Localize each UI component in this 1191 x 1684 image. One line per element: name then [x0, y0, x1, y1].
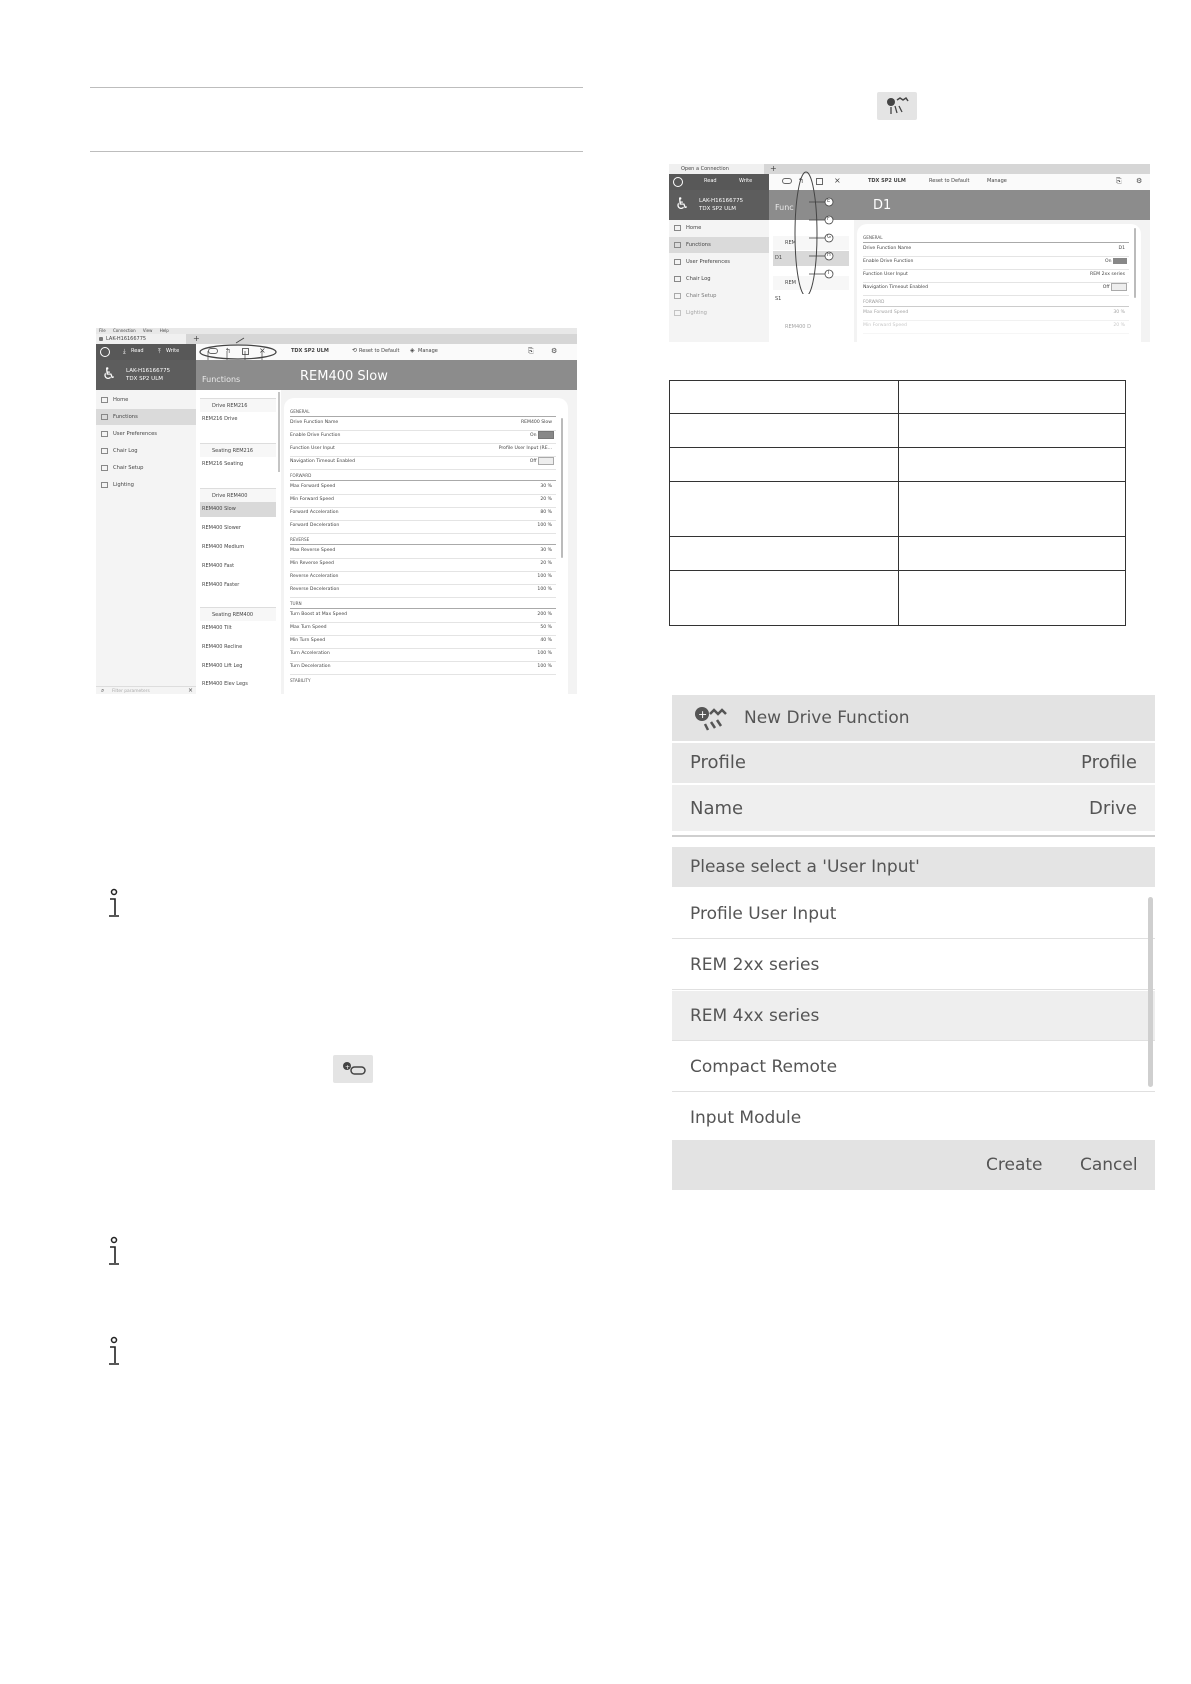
sidebar-label: Lighting [113, 482, 134, 488]
chair-id: LAK-H16166775 [699, 198, 744, 204]
read-button[interactable]: Read [131, 348, 144, 354]
table-cell [899, 571, 1126, 626]
user-icon [674, 259, 681, 265]
section-header-stability: STABILITY [290, 678, 311, 683]
param-row[interactable] [290, 584, 556, 598]
add-tab-icon[interactable]: + [770, 164, 777, 173]
param-row[interactable] [290, 430, 556, 444]
param-row[interactable] [290, 456, 556, 470]
toggle-label: On [530, 433, 537, 438]
param-row[interactable] [863, 320, 1129, 334]
param-row[interactable] [290, 661, 556, 675]
param-value: 50 % [540, 625, 552, 630]
item-label: S1 [775, 296, 782, 302]
chair-header [96, 360, 196, 390]
param-value[interactable]: REM 2xx series [1090, 272, 1125, 277]
param-row[interactable] [290, 558, 556, 572]
functions-icon [674, 242, 681, 248]
group-label: REM400 D [785, 324, 811, 330]
toggle-off[interactable] [1103, 282, 1127, 295]
section-label: Functions [202, 375, 241, 384]
callout-dropdown [779, 164, 849, 294]
menu-file[interactable]: File [99, 328, 106, 333]
sidebar-label: Functions [113, 414, 138, 420]
table-cell [670, 414, 899, 448]
reset-icon: ⟲ [352, 347, 358, 354]
param-row[interactable] [290, 481, 556, 495]
profile-label: Profile [690, 752, 746, 773]
param-label: Enable Drive Function [290, 433, 341, 438]
name-row[interactable] [672, 785, 1155, 831]
table-row [670, 482, 1126, 537]
chair-model: TDX SP2 ULM [126, 376, 164, 382]
param-label: Max Forward Speed [290, 484, 336, 489]
option-compact-remote[interactable]: Compact Remote [672, 1042, 1155, 1092]
param-row[interactable] [863, 282, 1129, 296]
param-value: 30 % [1113, 310, 1125, 315]
param-row[interactable] [863, 269, 1129, 283]
lighting-icon [101, 482, 108, 488]
toolbar [96, 344, 577, 361]
item-label: REM216 Seating [202, 461, 244, 467]
new-seating-function-button-icon [877, 92, 917, 120]
param-value[interactable]: Profile User Input (RE... [498, 446, 552, 451]
param-row[interactable] [290, 443, 556, 457]
sidebar-item-chair-setup[interactable] [669, 288, 769, 304]
create-button[interactable]: Create [986, 1155, 1043, 1175]
export-icon[interactable]: ⎘ [1116, 177, 1122, 185]
param-value: 40 % [540, 638, 552, 643]
item-label: REM400 Elev Legs [202, 681, 248, 687]
group-label: Drive REM400 [212, 493, 248, 499]
sidebar-item-user-preferences[interactable] [669, 254, 769, 270]
param-value: 100 % [537, 574, 552, 579]
section-header-turn: TURN [290, 600, 556, 609]
toggle-on[interactable] [1105, 256, 1127, 269]
param-row[interactable] [290, 635, 556, 649]
settings-icon[interactable]: ⚙ [1136, 177, 1143, 185]
table-cell [899, 414, 1126, 448]
group-label: REM [785, 240, 796, 246]
item-label: REM400 Lift Leg [202, 663, 243, 669]
search-bar[interactable] [96, 686, 196, 694]
option-profile-user-input[interactable]: Profile User Input [672, 889, 1155, 939]
panel-scrollbar[interactable] [1134, 228, 1136, 298]
setup-icon [101, 465, 108, 471]
wheelchair-icon: ♿ [675, 194, 690, 213]
write-icon: ⤒ [158, 348, 161, 355]
new-drive-function-button-icon [333, 1055, 373, 1083]
panel-scrollbar[interactable] [561, 418, 563, 558]
group-label: Seating REM216 [212, 448, 254, 454]
param-row[interactable] [290, 622, 556, 636]
delete-icon[interactable]: × [834, 176, 841, 185]
param-label: Enable Drive Function [863, 259, 914, 264]
section-header-forward: FORWARD [863, 298, 1129, 307]
sidebar-item-home[interactable] [96, 392, 196, 408]
param-value: 100 % [537, 523, 552, 528]
sidebar-item-home[interactable] [669, 220, 769, 236]
divider [672, 835, 1155, 837]
param-value: 100 % [537, 651, 552, 656]
search-input[interactable]: Filter parameters [112, 689, 150, 694]
table-cell [899, 482, 1126, 537]
write-button[interactable]: Write [739, 178, 753, 184]
section-header-reverse: REVERSE [290, 536, 556, 545]
param-row[interactable] [290, 520, 556, 534]
write-button[interactable]: Write [166, 348, 180, 354]
section-label: Func [775, 203, 794, 212]
setup-icon [674, 293, 681, 299]
read-icon: ⤓ [123, 348, 126, 355]
chair-header [669, 190, 769, 220]
item-label: REM400 Tilt [202, 625, 232, 631]
param-row[interactable] [290, 494, 556, 508]
parameter-panel [284, 398, 568, 694]
cancel-button[interactable]: Cancel [1080, 1155, 1138, 1175]
plug-icon [99, 337, 103, 341]
param-label: Min Forward Speed [863, 323, 907, 328]
svg-text:+: + [345, 1064, 351, 1071]
new-function-screenshot [669, 164, 1150, 342]
list-item[interactable] [200, 540, 276, 555]
param-row[interactable] [863, 307, 1129, 321]
sidebar-item-lighting[interactable] [96, 477, 196, 493]
sidebar-item-functions[interactable] [669, 237, 769, 253]
toggle-switch[interactable] [538, 457, 554, 465]
drive-function-icon [692, 704, 730, 732]
toggle-label: Off [529, 459, 537, 464]
svg-text:+: + [698, 708, 708, 721]
info-icon [104, 888, 124, 920]
table-cell [670, 381, 899, 414]
manage-button[interactable]: Manage [987, 178, 1007, 184]
options-scrollbar[interactable] [1148, 897, 1153, 1087]
name-label: Name [690, 798, 744, 819]
sidebar-item-chair-log[interactable] [669, 271, 769, 287]
param-label: Forward Deceleration [290, 523, 340, 528]
toggle-on[interactable] [530, 430, 554, 443]
param-row[interactable] [863, 243, 1129, 257]
param-row[interactable] [863, 256, 1129, 270]
list-item[interactable] [200, 621, 276, 636]
title-header [196, 360, 577, 390]
table-cell [899, 448, 1126, 482]
group-label: Drive REM216 [212, 403, 248, 409]
table-cell [899, 381, 1126, 414]
clear-search-icon[interactable]: × [188, 687, 194, 694]
param-value: 30 % [540, 548, 552, 553]
table-row [670, 414, 1126, 448]
chair-model: TDX SP2 ULM [699, 206, 737, 212]
sidebar [669, 220, 769, 342]
seating-function-icon [877, 92, 917, 120]
sidebar-label: Home [686, 225, 702, 231]
param-label: Drive Function Name [863, 246, 912, 251]
group-header[interactable] [200, 443, 276, 457]
sidebar-item-functions[interactable] [96, 409, 196, 425]
device-name: TDX SP2 ULM [868, 178, 906, 184]
toggle-switch[interactable] [1113, 258, 1127, 264]
function-list [196, 390, 281, 694]
param-value: 30 % [540, 484, 552, 489]
list-scrollbar[interactable] [278, 392, 280, 472]
group-header[interactable] [200, 488, 276, 502]
search-icon: ⌕ [101, 687, 105, 694]
section-header-general: GENERAL [290, 408, 556, 417]
menu-view[interactable]: View [142, 328, 153, 333]
menu-connection[interactable]: Connection [112, 328, 136, 333]
toggle-label: Off [1102, 285, 1110, 290]
param-label: Min Turn Speed [290, 638, 326, 643]
table-row [670, 571, 1126, 626]
dialog-footer [672, 1140, 1155, 1190]
new-drive-function-dialog [672, 695, 1155, 1190]
param-label: Function User Input [863, 272, 908, 277]
profile-row[interactable] [672, 743, 1155, 783]
sidebar-label: User Preferences [113, 431, 157, 437]
second-rule [90, 151, 583, 152]
log-icon [101, 448, 108, 454]
open-connection-tab[interactable] [669, 164, 764, 174]
param-row[interactable] [290, 648, 556, 662]
toggle-off[interactable] [530, 456, 554, 469]
sidebar-item-lighting[interactable] [669, 305, 769, 321]
param-label: Max Reverse Speed [290, 548, 336, 553]
group-header[interactable] [200, 607, 276, 621]
param-row[interactable] [290, 507, 556, 521]
param-label: Navigation Timeout Enabled [863, 285, 929, 290]
param-value: D1 [1118, 246, 1125, 251]
toggle-switch[interactable] [1111, 283, 1127, 291]
param-row[interactable] [290, 571, 556, 585]
group-label: REM [785, 280, 796, 286]
table-cell [670, 482, 899, 537]
sidebar-label: Functions [686, 242, 711, 248]
info-icon [104, 1336, 124, 1368]
param-value: 20 % [540, 561, 552, 566]
param-label: Drive Function Name [290, 420, 339, 425]
list-item[interactable] [200, 457, 276, 472]
dialog-header [672, 695, 1155, 741]
list-item[interactable] [200, 659, 276, 674]
sidebar [96, 390, 196, 694]
param-value: 100 % [537, 587, 552, 592]
section-header-general: GENERAL [863, 234, 1129, 243]
list-item[interactable] [200, 578, 276, 593]
sidebar-label: Home [113, 397, 129, 403]
param-value: 80 % [540, 510, 552, 515]
page-title: D1 [873, 198, 892, 213]
param-label: Function User Input [290, 446, 335, 451]
param-label: Min Forward Speed [290, 497, 334, 502]
parameter-panel [857, 224, 1141, 342]
wheelchair-icon: ♿ [102, 364, 117, 383]
reset-to-default-button[interactable]: Reset to Default [929, 178, 970, 184]
read-button[interactable]: Read [704, 178, 717, 184]
callout-i: I [828, 270, 830, 276]
device-name: TDX SP2 ULM [291, 348, 329, 354]
param-label: Turn Acceleration [290, 651, 330, 656]
toolbar [669, 174, 1150, 191]
dialog-title: New Drive Function [744, 708, 910, 728]
item-label: REM400 Recline [202, 644, 243, 650]
profile-value[interactable]: Profile [1081, 752, 1137, 773]
callout-f: F [827, 216, 830, 222]
list-item[interactable] [200, 677, 276, 692]
list-item[interactable] [200, 640, 276, 655]
logo-icon [100, 347, 110, 357]
sidebar-item-chair-log[interactable] [96, 443, 196, 459]
functions-screenshot [96, 328, 577, 694]
item-label: REM400 Faster [202, 582, 240, 588]
sidebar-label: Chair Setup [113, 465, 144, 471]
add-tab-icon[interactable]: + [193, 334, 200, 343]
new-seating-function-icon[interactable]: ↰ [798, 177, 804, 185]
param-label: Reverse Acceleration [290, 574, 339, 579]
tab-label: LAK-H16166775 [106, 336, 147, 342]
log-icon [674, 276, 681, 282]
param-label: Max Forward Speed [863, 310, 909, 315]
table-row [670, 537, 1126, 571]
top-rule [90, 87, 583, 88]
option-input-module[interactable]: Input Module [672, 1093, 1155, 1143]
param-value: 20 % [1113, 323, 1125, 328]
logo-icon [673, 177, 683, 187]
list-item[interactable] [773, 292, 849, 307]
section-header-forward: FORWARD [290, 472, 556, 481]
toggle-switch[interactable] [538, 431, 554, 439]
delete-icon[interactable]: × [259, 346, 266, 355]
item-label: REM400 Medium [202, 544, 245, 550]
param-label: Turn Deceleration [290, 664, 331, 669]
item-label: REM216 Drive [202, 416, 238, 422]
functions-icon [101, 414, 108, 420]
list-item-selected[interactable] [200, 502, 276, 517]
manage-button[interactable]: Manage [418, 348, 438, 354]
page-title: REM400 Slow [300, 369, 388, 384]
sidebar-item-chair-setup[interactable] [96, 460, 196, 476]
sidebar-label: User Preferences [686, 259, 730, 265]
param-row[interactable] [290, 417, 556, 431]
read-write-bar [96, 344, 196, 360]
param-row[interactable] [290, 609, 556, 623]
table-cell [670, 571, 899, 626]
item-label: REM400 Slow [202, 506, 236, 512]
item-label: REM400 Fast [202, 563, 235, 569]
param-value: 100 % [537, 664, 552, 669]
table-cell [670, 448, 899, 482]
list-item[interactable] [200, 521, 276, 536]
callout-h: H [827, 252, 831, 258]
settings-icon[interactable]: ⚙ [551, 347, 558, 355]
table-row [670, 381, 1126, 414]
tab-bar [669, 164, 1150, 174]
param-value: REM400 Slow [520, 420, 552, 425]
item-label: D1 [775, 255, 783, 261]
sidebar-label: Chair Log [686, 276, 711, 282]
sidebar-item-user-preferences[interactable] [96, 426, 196, 442]
toggle-label: On [1105, 259, 1112, 264]
param-value: 20 % [540, 497, 552, 502]
user-icon [101, 431, 108, 437]
param-label: Min Reverse Speed [290, 561, 334, 566]
list-item[interactable] [200, 412, 276, 427]
home-icon [101, 397, 108, 403]
sidebar-label: Lighting [686, 310, 707, 316]
param-label: Forward Acceleration [290, 510, 339, 515]
param-label: Navigation Timeout Enabled [290, 459, 356, 464]
home-icon [674, 225, 681, 231]
empty-table [669, 380, 1126, 626]
info-icon [104, 1236, 124, 1268]
list-item[interactable] [200, 559, 276, 574]
callout-g: G [827, 234, 831, 240]
user-input-prompt: Please select a 'User Input' [672, 847, 1155, 887]
group-label: Seating REM400 [212, 612, 254, 618]
group-header[interactable] [773, 320, 849, 334]
table-cell [670, 537, 899, 571]
new-seating-function-icon[interactable]: ↰ [225, 347, 231, 355]
param-label: Max Turn Speed [290, 625, 327, 630]
group-header[interactable] [200, 398, 276, 412]
tab-label: Open a Connection [681, 166, 729, 172]
param-label: Turn Boost at Max Speed [290, 612, 348, 617]
tab-bar [96, 334, 577, 344]
sidebar-label: Chair Log [113, 448, 138, 454]
param-row[interactable] [290, 545, 556, 559]
table-cell [899, 537, 1126, 571]
option-rem-4xx-series[interactable]: REM 4xx series [672, 991, 1155, 1041]
menu-help[interactable]: Help [159, 328, 169, 333]
item-label: REM400 Slower [202, 525, 241, 531]
reset-to-default-button[interactable]: Reset to Default [359, 348, 400, 354]
export-icon[interactable]: ⎘ [528, 347, 534, 355]
drive-function-icon [333, 1055, 373, 1083]
table-row [670, 448, 1126, 482]
callout-e: E [827, 198, 831, 204]
manage-icon: ◈ [410, 347, 415, 354]
chair-id: LAK-H16166775 [126, 368, 171, 374]
name-field[interactable]: Drive [1089, 798, 1137, 819]
lighting-icon [674, 310, 681, 316]
read-write-bar [669, 174, 769, 190]
connection-tab[interactable] [96, 334, 186, 344]
option-rem-2xx-series[interactable]: REM 2xx series [672, 940, 1155, 990]
param-label: Reverse Deceleration [290, 587, 340, 592]
sidebar-label: Chair Setup [686, 293, 717, 299]
param-value: 200 % [537, 612, 552, 617]
